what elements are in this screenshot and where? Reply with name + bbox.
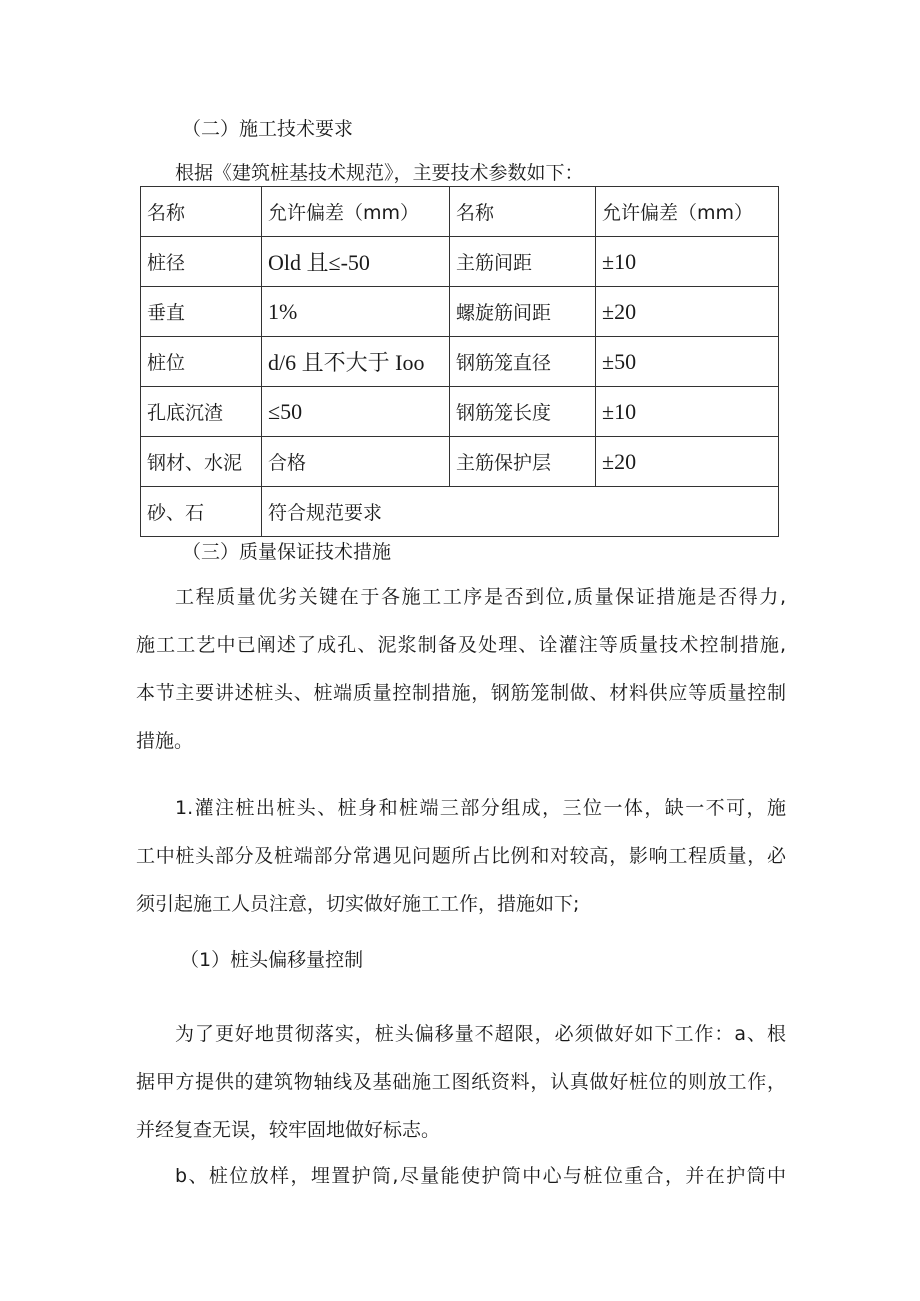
table-cell: ±10 [596,237,779,287]
paragraph [136,573,786,765]
text-line: 并经复查无误，较牢固地做好标志。 [136,1119,441,1141]
text-line: 本节主要讲述桩头、桩端质量控制措施，钢筋笼制做、材料供应等质量控制 [136,682,786,704]
header-cell: 允许偏差（mm） [262,187,450,237]
text-line: b、桩位放样，埋置护筒,尽量能使护筒中心与桩位重合，并在护筒中 [175,1165,786,1187]
table-cell: 垂直 [141,287,262,337]
table-cell: ≤50 [262,387,450,437]
table-cell: 孔底沉渣 [141,387,262,437]
table-row [141,287,779,337]
header-cell: 允许偏差（mm） [596,187,779,237]
table-cell: 桩径 [141,237,262,287]
header-cell: 名称 [450,187,596,237]
table-cell-merged: 符合规范要求 [262,487,779,537]
header-cell: 名称 [141,187,262,237]
table-cell: Old 且≤-50 [262,237,450,287]
table-cell: 桩位 [141,337,262,387]
section-heading: （三）质量保证技术措施 [182,541,392,563]
table-row [141,487,779,537]
text-line: 工中桩头部分及桩端部分常遇见问题所占比例和对较高，影响工程质量，必 [136,845,786,867]
table-row [141,387,779,437]
paragraph [136,784,786,928]
intro-text: 根据《建筑桩基技术规范》，主要技术参数如下： [175,162,584,184]
text-line: 1.灌注桩出桩头、桩身和桩端三部分组成，三位一体，缺一不可，施 [175,797,786,819]
table-cell: ±10 [596,387,779,437]
table-header-row [141,187,779,237]
table-cell: 主筋间距 [450,237,596,287]
subsection-heading: （1）桩头偏移量控制 [180,949,364,971]
table-cell: d/6 且不大于 Ioo [262,337,450,387]
table-cell: ±20 [596,437,779,487]
table-cell: ±20 [596,287,779,337]
tech-params-table [140,186,779,537]
text-line: 措施。 [136,730,194,752]
table-row [141,237,779,287]
text-line: 施工工艺中已阐述了成孔、泥浆制备及处理、诠灌注等质量技术控制措施, [136,634,786,656]
table-cell: 钢材、水泥 [141,437,262,487]
table-cell: 1% [262,287,450,337]
table-cell: 钢筋笼直径 [450,337,596,387]
text-line: 工程质量优劣关键在于各施工工序是否到位,质量保证措施是否得力, [175,586,786,608]
text-line: 为了更好地贯彻落实，桩头偏移量不超限，必须做好如下工作：a、根 [175,1023,786,1045]
paragraph [136,1010,786,1154]
paragraph [136,1152,786,1200]
section-heading: （二）施工技术要求 [182,118,354,140]
text-line: 须引起施工人员注意，切实做好施工工作，措施如下; [136,893,580,915]
table-row [141,337,779,387]
table-cell: 合格 [262,437,450,487]
table-row [141,437,779,487]
table-cell: 钢筋笼长度 [450,387,596,437]
text-line: 据甲方提供的建筑物轴线及基础施工图纸资料，认真做好桩位的则放工作， [136,1071,786,1093]
table-cell: 主筋保护层 [450,437,596,487]
table-cell: 螺旋筋间距 [450,287,596,337]
table-cell: ±50 [596,337,779,387]
table-cell: 砂、石 [141,487,262,537]
